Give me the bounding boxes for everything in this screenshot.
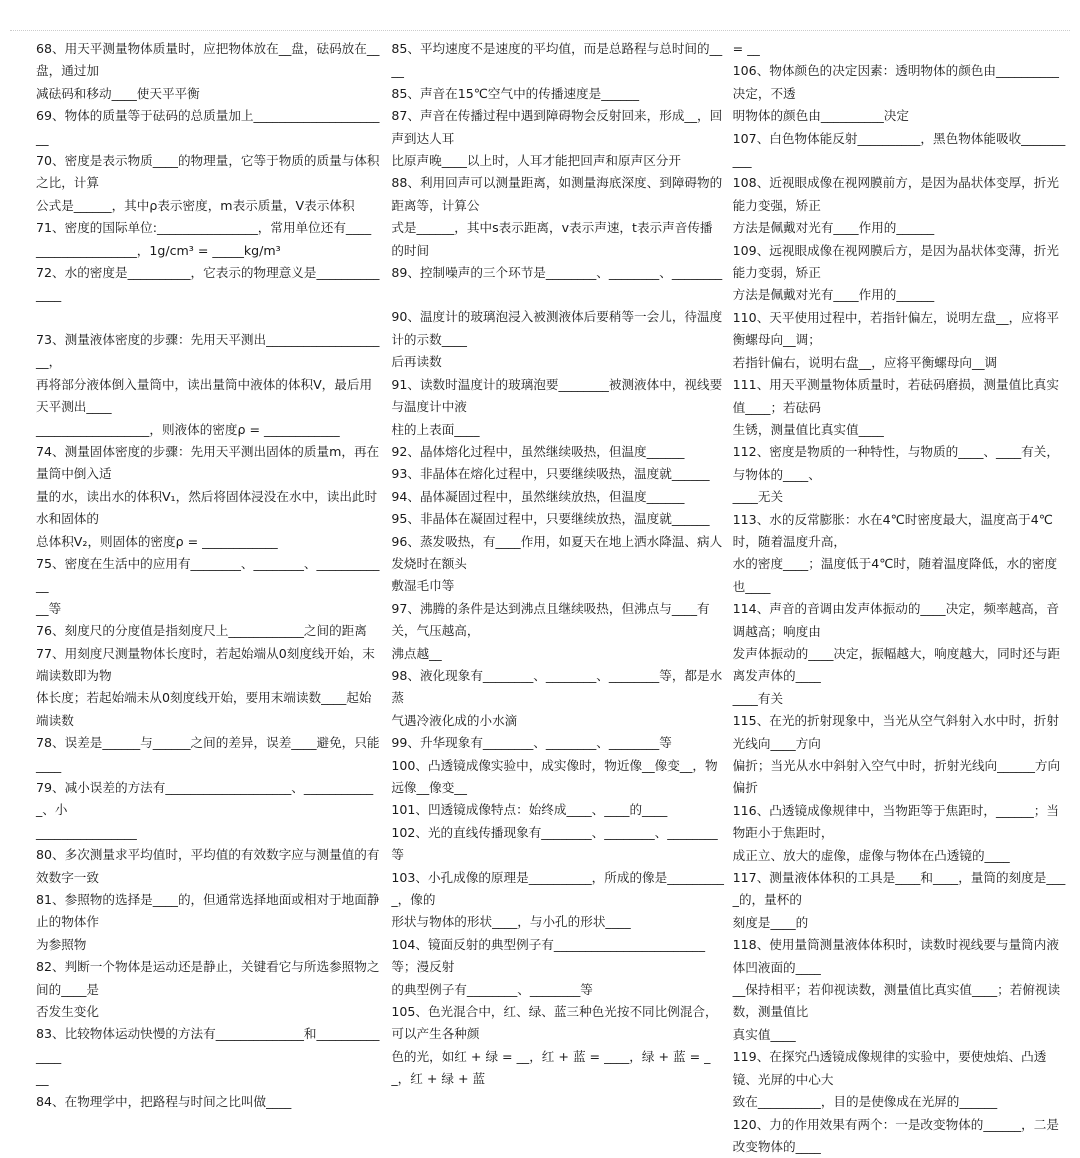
column-left — [36, 38, 383, 765]
question-line: 生锈，测量值比真实值____ — [733, 419, 1068, 441]
blank-line — [391, 284, 724, 306]
question-line: 致在__________，目的是使像成在光屏的______ — [733, 1091, 1068, 1113]
question-line: __等 — [36, 598, 383, 620]
column-middle — [391, 38, 724, 765]
question-line: ________________ — [36, 822, 383, 844]
question-line: 再将部分液体倒入量筒中，读出量筒中液体的体积V，最后用天平测出____ — [36, 374, 383, 419]
question-line: 71、密度的国际单位:________________，常用单位还有____ — [36, 217, 383, 239]
question-line: 气遇冷液化成的小水滴 — [391, 710, 724, 732]
question-line: 为参照物 — [36, 934, 383, 956]
question-line: 若指针偏右，说明右盘__，应将平衡螺母向__调 — [733, 352, 1068, 374]
question-line: 80、多次测量求平均值时，平均值的有效数字应与测量值的有效数字一致 — [36, 844, 383, 889]
question-line: 刻度是____的 — [733, 912, 1068, 934]
question-line: 否发生变化 — [36, 1001, 383, 1023]
question-line: 113、水的反常膨胀：水在4℃时密度最大，温度高于4℃时，随着温度升高， — [733, 509, 1068, 554]
question-line: 94、晶体凝固过程中，虽然继续放热，但温度______ — [391, 486, 724, 508]
question-line: 74、测量固体密度的步骤：先用天平测出固体的质量m，再在量筒中倒入适 — [36, 441, 383, 486]
question-line: 117、测量液体体积的工具是____和____，量筒的刻度是____的，量杯的 — [733, 867, 1068, 912]
question-line: 发声体振动的____决定，振幅越大，响度越大，同时还与距离发声体的____ — [733, 643, 1068, 688]
question-line: 体长度；若起始端未从0刻度线开始，要用末端读数____起始端读数 — [36, 687, 383, 732]
question-line: 119、在探究凸透镜成像规律的实验中，要使烛焰、凸透镜、光屏的中心大 — [733, 1046, 1068, 1091]
question-line: 95、非晶体在凝固过程中，只要继续放热，温度就______ — [391, 508, 724, 530]
question-line: 97、沸腾的条件是达到沸点且继续吸热，但沸点与____有关，气压越高， — [391, 598, 724, 643]
question-line: 100、凸透镜成像实验中，成实像时，物近像__像变__，物远像__像变__ — [391, 755, 724, 800]
question-line: 公式是______，其中ρ表示密度，m表示质量，V表示体积 — [36, 195, 383, 217]
question-line: 70、密度是表示物质____的物理量，它等于物质的质量与体积之比，计算 — [36, 150, 383, 195]
question-line: 111、用天平测量物体质量时，若砝码磨损，测量值比真实值____；若砝码 — [733, 374, 1068, 419]
question-line: 116、凸透镜成像规律中，当物距等于焦距时，______；当物距小于焦距时， — [733, 800, 1068, 845]
question-line: 比原声晚____以上时，人耳才能把回声和原声区分开 — [391, 150, 724, 172]
question-line: 方法是佩戴对光有____作用的______ — [733, 217, 1068, 239]
question-line: __ — [36, 1068, 383, 1090]
question-line: 方法是佩戴对光有____作用的______ — [733, 284, 1068, 306]
question-line: 83、比较物体运动快慢的方法有______________和______________ — [36, 1023, 383, 1068]
question-line: 91、读数时温度计的玻璃泡要________被测液体中，视线要与温度计中液 — [391, 374, 724, 419]
question-line: 92、晶体熔化过程中，虽然继续吸热，但温度______ — [391, 441, 724, 463]
question-line: 104、镜面反射的典型例子有________________________等；漫反射 — [391, 934, 724, 979]
question-line: 后再读数 — [391, 351, 724, 373]
question-line: 的典型例子有________、________等 — [391, 979, 724, 1001]
question-line: 72、水的密度是__________，它表示的物理意义是______________ — [36, 262, 383, 307]
question-line: 79、减小误差的方法有____________________、____________、小 — [36, 777, 383, 822]
question-line: 偏折；当光从水中斜射入空气中时，折射光线向______方向偏折 — [733, 755, 1068, 800]
question-line: 93、非晶体在熔化过程中，只要继续吸热，温度就______ — [391, 463, 724, 485]
question-line: 水的密度____；温度低于4℃时，随着温度降低，水的密度也____ — [733, 553, 1068, 598]
question-line: 118、使用量筒测量液体体积时，读数时视线要与量筒内液体凹液面的____ — [733, 934, 1068, 979]
question-line: 色的光，如红 + 绿 = __，红 + 蓝 = ____，绿 + 蓝 = __，红 + 绿 + 蓝 — [391, 1046, 724, 1091]
question-line: 式是______，其中s表示距离，v表示声速，t表示声音传播的时间 — [391, 217, 724, 262]
question-line: 99、升华现象有________、________、________等 — [391, 732, 724, 754]
question-line: 85、声音在15℃空气中的传播速度是______ — [391, 83, 724, 105]
question-line: 114、声音的音调由发声体振动的____决定，频率越高，音调越高；响度由 — [733, 598, 1068, 643]
question-line: 成正立、放大的虚像，虚像与物体在凸透镜的____ — [733, 845, 1068, 867]
question-line: 108、近视眼成像在视网膜前方，是因为晶状体变厚，折光能力变强，矫正 — [733, 172, 1068, 217]
question-line: 77、用刻度尺测量物体长度时，若起始端从0刻度线开始，末端读数即为物 — [36, 643, 383, 688]
question-line: 90、温度计的玻璃泡浸入被测液体后要稍等一会儿，待温度计的示数____ — [391, 306, 724, 351]
question-line: 88、利用回声可以测量距离，如测量海底深度、到障碍物的距离等，计算公 — [391, 172, 724, 217]
question-line: ________________，1g/cm³ = _____kg/m³ — [36, 240, 383, 262]
question-line: 敷湿毛巾等 — [391, 575, 724, 597]
question-line: 84、在物理学中，把路程与时间之比叫做____ — [36, 1091, 383, 1113]
question-line: 量的水，读出水的体积V₁，然后将固体浸没在水中，读出此时水和固体的 — [36, 486, 383, 531]
question-line: 73、测量液体密度的步骤：先用天平测出____________________， — [36, 329, 383, 374]
top-divider — [10, 30, 1070, 31]
question-line: 96、蒸发吸热，有____作用，如夏天在地上洒水降温、病人发烧时在额头 — [391, 531, 724, 576]
question-line: 总体积V₂，则固体的密度ρ = ____________ — [36, 531, 383, 553]
question-line: 68、用天平测量物体质量时，应把物体放在__盘，砝码放在__盘，通过加 — [36, 38, 383, 83]
question-line: 110、天平使用过程中，若指针偏左，说明左盘__，应将平衡螺母向__调； — [733, 307, 1068, 352]
column-right — [733, 38, 1068, 765]
question-line: 87、声音在传播过程中遇到障碍物会反射回来，形成__，回声到达人耳 — [391, 105, 724, 150]
blank-line — [36, 307, 383, 329]
question-line: 103、小孔成像的原理是__________，所成的像是__________，像的 — [391, 867, 724, 912]
question-line: 78、误差是______与______之间的差异，误差____避免，只能____ — [36, 732, 383, 777]
question-line: 106、物体颜色的决定因素：透明物体的颜色由__________决定，不透 — [733, 60, 1068, 105]
question-line: 105、色光混合中，红、绿、蓝三种色光按不同比例混合，可以产生各种颜 — [391, 1001, 724, 1046]
question-line: 69、物体的质量等于砝码的总质量加上______________________ — [36, 105, 383, 150]
question-line: 75、密度在生活中的应用有________、________、____________ — [36, 553, 383, 598]
question-line: __________________，则液体的密度ρ = ____________ — [36, 419, 383, 441]
question-line: ____无关 — [733, 486, 1068, 508]
question-line: ____有关 — [733, 688, 1068, 710]
question-line: 81、参照物的选择是____的，但通常选择地面或相对于地面静止的物体作 — [36, 889, 383, 934]
question-line: 82、判断一个物体是运动还是静止，关键看它与所选参照物之间的____是 — [36, 956, 383, 1001]
question-line: 109、远视眼成像在视网膜后方，是因为晶状体变薄，折光能力变弱，矫正 — [733, 240, 1068, 285]
question-line: 减砝码和移动____使天平平衡 — [36, 83, 383, 105]
question-line: 明物体的颜色由__________决定 — [733, 105, 1068, 127]
question-line: 柱的上表面____ — [391, 419, 724, 441]
question-line: 102、光的直线传播现象有________、________、________等 — [391, 822, 724, 867]
question-line: 107、白色物体能反射__________，黑色物体能吸收__________ — [733, 128, 1068, 173]
question-line: 98、液化现象有________、________、________等，都是水蒸 — [391, 665, 724, 710]
question-line: 120、力的作用效果有两个：一是改变物体的______，二是改变物体的____ — [733, 1114, 1068, 1158]
question-line: 115、在光的折射现象中，当光从空气斜射入水中时，折射光线向____方向 — [733, 710, 1068, 755]
question-line: = __ — [733, 38, 1068, 60]
question-line: 112、密度是物质的一种特性，与物质的____、____有关，与物体的____、 — [733, 441, 1068, 486]
question-line: 85、平均速度不是速度的平均值，而是总路程与总时间的____ — [391, 38, 724, 83]
question-line: 沸点越__ — [391, 643, 724, 665]
question-line: 形状与物体的形状____，与小孔的形状____ — [391, 911, 724, 933]
question-line: __保持相平；若仰视读数，测量值比真实值____；若俯视读数，测量值比 — [733, 979, 1068, 1024]
question-line: 101、凹透镜成像特点：始终成____、____的____ — [391, 799, 724, 821]
question-line: 76、刻度尺的分度值是指刻度尺上____________之间的距离 — [36, 620, 383, 642]
question-line: 真实值____ — [733, 1024, 1068, 1046]
question-line: 89、控制噪声的三个环节是________、________、________ — [391, 262, 724, 284]
